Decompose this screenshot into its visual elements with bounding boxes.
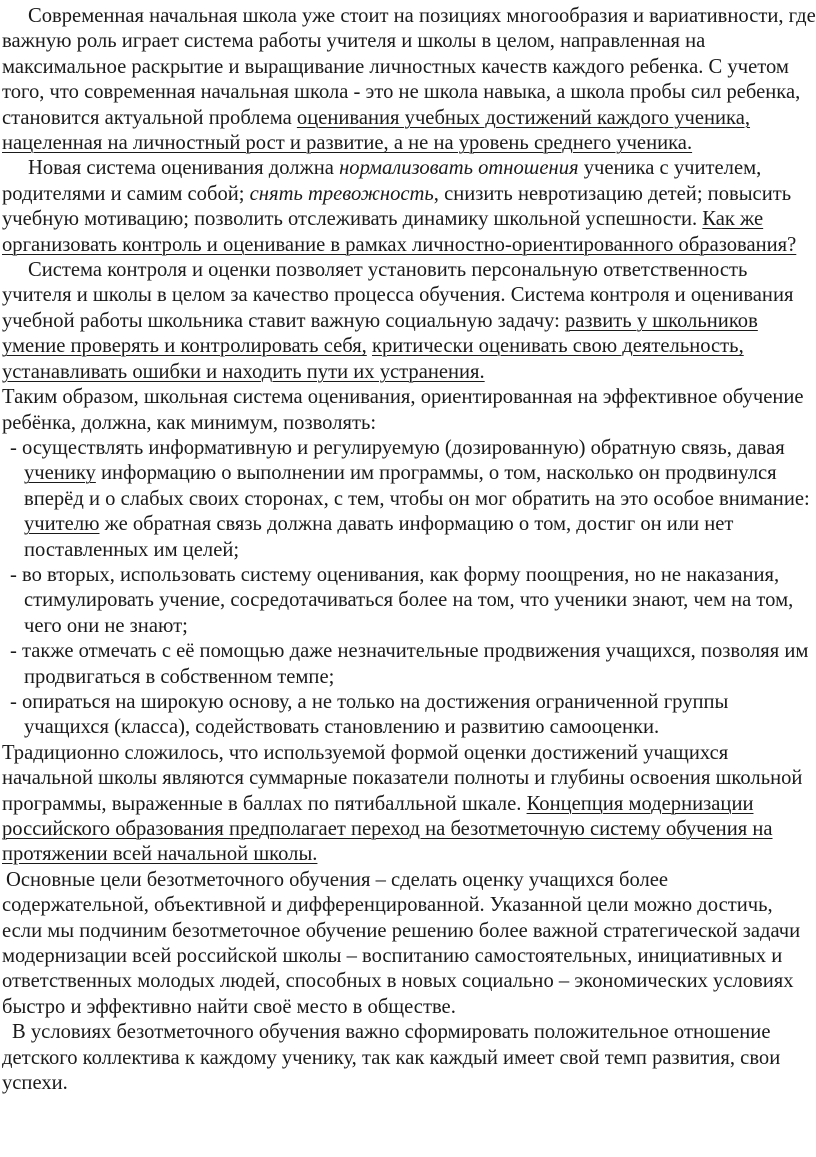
paragraph-assessment-system [2, 156, 816, 258]
underlined-word: учителю [24, 513, 100, 536]
list-item-text: информацию о выполнении им программы, о том, насколько он продвинулся вперёд и о слабых своих сторонах, с тем, чтобы он мог обратить на это особое внимание: [24, 462, 810, 510]
paragraph-text: Традиционно сложилось, что используемой формой оценки достижений учащихся начальной школы являются суммарные показатели полноты и глубины освоения школьной программы, выраженные в баллах по пятибалльной шкале. [2, 741, 803, 815]
list-item-text: - осуществлять информативную и регулируемую (дозированную) обратную связь, давая [10, 436, 785, 459]
underlined-phrase: оценивания учебных достижений каждого ученика, нацеленная на личностный рост и развитие, а не на уровень среднего ученика. [2, 106, 751, 155]
paragraph-text: ученика с учителем, родителями и самим собой; [2, 157, 762, 205]
underlined-phrase: Концепция модернизации российского образования предполагает переход на безотметочную систему обучения на протяжении всей начальной школы. [2, 792, 773, 866]
paragraph-goals: Основные цели безотметочного обучения – сделать оценку учащихся более содержательной, объективной и дифференцированной. Указанной цели можно достичь, если мы подчиним безотметочное обучение решению более важной стратегической задачи модернизации всей российской школы – воспитанию самостоятельных, инициативных и ответственных молодых людей, способных в новых социально – экономических условиях быстро и эффективно найти своё место в обществе. [2, 868, 801, 1018]
italic-phrase: снять тревожность [249, 182, 434, 205]
underlined-phrase: критически оценивать свою деятельность, устанавливать ошибки и находить пути их устранения. [2, 335, 744, 383]
paragraph-conditions: В условиях безотметочного обучения важно сформировать положительное отношение детского коллектива к каждому ученику, так как каждый имеет свой темп развития, свои успехи. [2, 1021, 781, 1095]
italic-phrase: нормализовать отношения [339, 157, 579, 180]
list-item-text: же обратная связь должна давать информацию о том, достиг он или нет поставленных им целей; [24, 513, 734, 561]
paragraph-control-system [2, 258, 816, 385]
underlined-word: ученику [24, 462, 96, 485]
paragraph-text: , снизить невротизацию детей; повысить учебную мотивацию; позволить отслеживать динамику школьной успешности. [2, 182, 792, 231]
paragraph-text: Новая система оценивания должна [28, 157, 340, 180]
list-item: - опираться на широкую основу, а не только на достижения ограниченной группы учащихся (класса), содействовать становлению и развитию самооценки. [10, 690, 729, 739]
underlined-phrase: развить у школьников умение проверять и контролировать себя, [2, 309, 758, 358]
paragraph-traditional-grading [2, 741, 816, 868]
list-item: - также отмечать с её помощью даже незначительные продвижения учащихся, позволяя им продвигаться в собственном темпе; [10, 640, 809, 688]
underlined-question: Как же организовать контроль и оценивание в рамках личностно-ориентированного образования? [2, 208, 797, 256]
paragraph-text: Современная начальная школа уже стоит на позициях многообразия и вариативности, где важную роль играет система работы учителя и школы в целом, направленная на максимальное раскрытие и выращивание личностных качеств каждого ребенка. С учетом того, что современная начальная школа - это не школа навыка, а школа пробы сил ребенка, становится актуальной проблема [2, 5, 816, 129]
list-item [4, 436, 816, 563]
paragraph-summary: Таким образом, школьная система оценивания, ориентированная на эффективное обучение ребёнка, должна, как минимум, позволять: [2, 386, 804, 434]
paragraph-text: Система контроля и оценки позволяет установить персональную ответственность учителя и школы в целом за качество процесса обучения. Система контроля и оценивания учебной работы школьника ставит важную социальную задачу: [2, 259, 794, 332]
list-item: - во вторых, использовать систему оценивания, как форму поощрения, но не наказания, стимулировать учение, сосредотачиваться более на том, что ученики знают, чем на том, чего они не знают; [10, 563, 794, 637]
paragraph-intro [2, 4, 816, 156]
